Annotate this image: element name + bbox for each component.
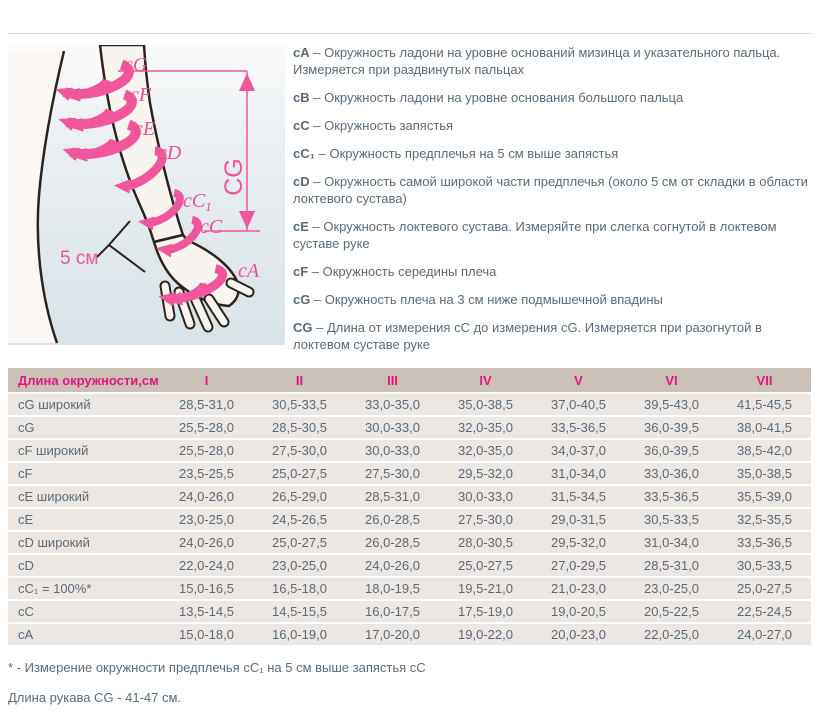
size-range-cell: 20,5-22,5 bbox=[625, 601, 718, 622]
size-range-cell: 27,5-30,0 bbox=[346, 463, 439, 484]
measurement-description: cB – Окружность ладони на уровне основания большого пальца bbox=[293, 90, 684, 105]
size-range-cell: 26,0-28,5 bbox=[346, 532, 439, 553]
row-label: cD bbox=[8, 555, 160, 576]
row-label: cD широкий bbox=[8, 532, 160, 553]
size-range-cell: 35,0-38,5 bbox=[718, 463, 811, 484]
size-range-cell: 38,0-41,5 bbox=[718, 417, 811, 438]
size-range-cell: 25,5-28,0 bbox=[160, 417, 253, 438]
measurement-key: cC₁ bbox=[293, 146, 315, 161]
size-range-cell: 24,5-26,5 bbox=[253, 509, 346, 530]
size-table-header bbox=[8, 368, 811, 392]
size-range-cell: 35,0-38,5 bbox=[439, 394, 532, 415]
measurement-key: CG bbox=[293, 320, 313, 335]
size-range-cell: 32,5-35,5 bbox=[718, 509, 811, 530]
column-header: V bbox=[532, 368, 625, 392]
size-range-cell: 27,0-29,5 bbox=[532, 555, 625, 576]
column-header: II bbox=[253, 368, 346, 392]
size-range-cell: 25,5-28,0 bbox=[160, 440, 253, 461]
size-range-cell: 28,5-31,0 bbox=[346, 486, 439, 507]
table-row bbox=[8, 463, 811, 484]
size-range-cell: 25,0-27,5 bbox=[253, 532, 346, 553]
measurement-key: cD bbox=[293, 174, 310, 189]
size-table bbox=[8, 366, 811, 647]
size-range-cell: 30,5-33,5 bbox=[625, 509, 718, 530]
size-range-cell: 31,0-34,0 bbox=[625, 532, 718, 553]
size-range-cell: 28,0-30,5 bbox=[439, 532, 532, 553]
size-range-cell: 33,0-35,0 bbox=[346, 394, 439, 415]
band-label-cE: cE bbox=[134, 118, 156, 140]
size-range-cell: 14,5-15,5 bbox=[253, 601, 346, 622]
size-range-cell: 29,5-32,0 bbox=[439, 463, 532, 484]
size-range-cell: 24,0-26,0 bbox=[160, 486, 253, 507]
size-range-cell: 33,5-36,5 bbox=[625, 486, 718, 507]
band-label-cF: cF bbox=[130, 84, 152, 106]
arm-measurement-diagram bbox=[8, 45, 285, 345]
measurement-description: cE – Окружность локтевого сустава. Измеряйте при слегка согнутой в локтевом суставе руке bbox=[293, 219, 777, 251]
column-header: VI bbox=[625, 368, 718, 392]
size-range-cell: 28,5-31,0 bbox=[625, 555, 718, 576]
row-label: cF широкий bbox=[8, 440, 160, 461]
size-range-cell: 19,0-20,5 bbox=[532, 601, 625, 622]
measurement-key: cC bbox=[293, 118, 310, 133]
size-range-cell: 27,5-30,0 bbox=[253, 440, 346, 461]
size-range-cell: 15,0-16,5 bbox=[160, 578, 253, 599]
band-label-cC: cC bbox=[200, 216, 223, 238]
table-row bbox=[8, 555, 811, 576]
size-range-cell: 30,0-33,0 bbox=[346, 440, 439, 461]
size-range-cell: 41,5-45,5 bbox=[718, 394, 811, 415]
column-header: III bbox=[346, 368, 439, 392]
row-label: cA bbox=[8, 624, 160, 645]
measurement-description: cC₁ – Окружность предплечья на 5 см выше запястья bbox=[293, 146, 619, 161]
size-range-cell: 23,5-25,5 bbox=[160, 463, 253, 484]
size-range-cell: 33,5-36,5 bbox=[532, 417, 625, 438]
header-row bbox=[8, 368, 811, 392]
row-label: cG широкий bbox=[8, 394, 160, 415]
table-row bbox=[8, 578, 811, 599]
table-row bbox=[8, 601, 811, 622]
size-range-cell: 36,0-39,5 bbox=[625, 440, 718, 461]
top-divider bbox=[8, 33, 811, 34]
row-label: cG bbox=[8, 417, 160, 438]
measurement-description: CG – Длина от измерения cC до измерения cG. Измеряется при разогнутой в локтевом суставе руке bbox=[293, 320, 762, 352]
size-range-cell: 29,0-31,5 bbox=[532, 509, 625, 530]
size-range-cell: 30,0-33,0 bbox=[439, 486, 532, 507]
size-range-cell: 33,0-36,0 bbox=[625, 463, 718, 484]
table-row bbox=[8, 624, 811, 645]
column-header: I bbox=[160, 368, 253, 392]
size-range-cell: 30,0-33,0 bbox=[346, 417, 439, 438]
size-range-cell: 24,0-26,0 bbox=[346, 555, 439, 576]
footnote-sleeve-length: Длина рукава CG - 41-47 см. bbox=[8, 690, 182, 705]
size-range-cell: 37,0-40,5 bbox=[532, 394, 625, 415]
measurement-key: cA bbox=[293, 45, 310, 60]
size-range-cell: 16,0-17,5 bbox=[346, 601, 439, 622]
size-range-cell: 26,0-28,5 bbox=[346, 509, 439, 530]
table-row bbox=[8, 532, 811, 553]
measurement-description: cC – Окружность запястья bbox=[293, 118, 454, 133]
size-range-cell: 24,0-27,0 bbox=[718, 624, 811, 645]
size-range-cell: 31,5-34,5 bbox=[532, 486, 625, 507]
band-label-cD: cD bbox=[158, 142, 182, 164]
size-range-cell: 25,0-27,5 bbox=[439, 555, 532, 576]
measurement-key: cG bbox=[293, 292, 311, 307]
size-range-cell: 16,5-18,0 bbox=[253, 578, 346, 599]
table-row bbox=[8, 440, 811, 461]
measurement-description: cD – Окружность самой широкой части предплечья (около 5 см от складки в области локтевого сустава) bbox=[293, 174, 808, 206]
band-label-cG: cG bbox=[124, 54, 148, 76]
size-range-cell: 22,0-24,0 bbox=[160, 555, 253, 576]
size-range-cell: 22,0-25,0 bbox=[625, 624, 718, 645]
table-row bbox=[8, 509, 811, 530]
size-range-cell: 26,5-29,0 bbox=[253, 486, 346, 507]
column-header: VII bbox=[718, 368, 811, 392]
column-header: IV bbox=[439, 368, 532, 392]
row-label: cC₁ = 100%* bbox=[8, 578, 160, 599]
measurement-key: cF bbox=[293, 264, 309, 279]
size-range-cell: 22,5-24,5 bbox=[718, 601, 811, 622]
cg-length-label: CG bbox=[220, 158, 248, 196]
size-range-cell: 30,5-33,5 bbox=[253, 394, 346, 415]
size-range-cell: 17,5-19,0 bbox=[439, 601, 532, 622]
band-label-cC1: $cC_1$ bbox=[183, 190, 212, 214]
size-range-cell: 28,5-31,0 bbox=[160, 394, 253, 415]
size-range-cell: 33,5-36,5 bbox=[718, 532, 811, 553]
size-range-cell: 23,0-25,0 bbox=[253, 555, 346, 576]
size-range-cell: 25,0-27,5 bbox=[718, 578, 811, 599]
size-range-cell: 32,0-35,0 bbox=[439, 417, 532, 438]
size-range-cell: 30,5-33,5 bbox=[718, 555, 811, 576]
size-range-cell: 36,0-39,5 bbox=[625, 417, 718, 438]
size-range-cell: 39,5-43,0 bbox=[625, 394, 718, 415]
size-table-body bbox=[8, 394, 811, 645]
table-row bbox=[8, 394, 811, 415]
size-range-cell: 19,5-21,0 bbox=[439, 578, 532, 599]
measurement-description: cG – Окружность плеча на 3 см ниже подмышечной впадины bbox=[293, 292, 663, 307]
size-range-cell: 31,0-34,0 bbox=[532, 463, 625, 484]
row-label: cE bbox=[8, 509, 160, 530]
measurement-key: cE bbox=[293, 219, 309, 234]
size-range-cell: 27,5-30,0 bbox=[439, 509, 532, 530]
row-label: cE широкий bbox=[8, 486, 160, 507]
size-range-cell: 13,5-14,5 bbox=[160, 601, 253, 622]
measurement-description: cA – Окружность ладони на уровне оснований мизинца и указательного пальца. Измеряется при раздвинутых пальцах bbox=[293, 45, 781, 77]
size-range-cell: 38,5-42,0 bbox=[718, 440, 811, 461]
size-range-cell: 21,0-23,0 bbox=[532, 578, 625, 599]
size-range-cell: 28,5-30,5 bbox=[253, 417, 346, 438]
five-cm-label: 5 см bbox=[60, 248, 99, 269]
band-label-cA: cA bbox=[238, 260, 260, 282]
size-range-cell: 18,0-19,5 bbox=[346, 578, 439, 599]
size-range-cell: 19,0-22,0 bbox=[439, 624, 532, 645]
size-range-cell: 15,0-18,0 bbox=[160, 624, 253, 645]
measurement-description: cF – Окружность середины плеча bbox=[293, 264, 497, 279]
measurement-descriptions bbox=[293, 44, 813, 364]
size-range-cell: 34,0-37,0 bbox=[532, 440, 625, 461]
size-range-cell: 17,0-20,0 bbox=[346, 624, 439, 645]
size-range-cell: 35,5-39,0 bbox=[718, 486, 811, 507]
table-row bbox=[8, 417, 811, 438]
table-row bbox=[8, 486, 811, 507]
size-range-cell: 23,0-25,0 bbox=[625, 578, 718, 599]
size-range-cell: 25,0-27,5 bbox=[253, 463, 346, 484]
footnote-asterisk: * - Измерение окружности предплечья cC₁ на 5 см выше запястья cC bbox=[8, 660, 426, 675]
row-label: cF bbox=[8, 463, 160, 484]
size-range-cell: 23,0-25,0 bbox=[160, 509, 253, 530]
size-range-cell: 24,0-26,0 bbox=[160, 532, 253, 553]
size-range-cell: 16,0-19,0 bbox=[253, 624, 346, 645]
row-label: cC bbox=[8, 601, 160, 622]
column-header: Длина окружности,см bbox=[8, 368, 160, 392]
measurement-key: cB bbox=[293, 90, 310, 105]
size-range-cell: 32,0-35,0 bbox=[439, 440, 532, 461]
size-range-cell: 20,0-23,0 bbox=[532, 624, 625, 645]
size-range-cell: 29,5-32,0 bbox=[532, 532, 625, 553]
